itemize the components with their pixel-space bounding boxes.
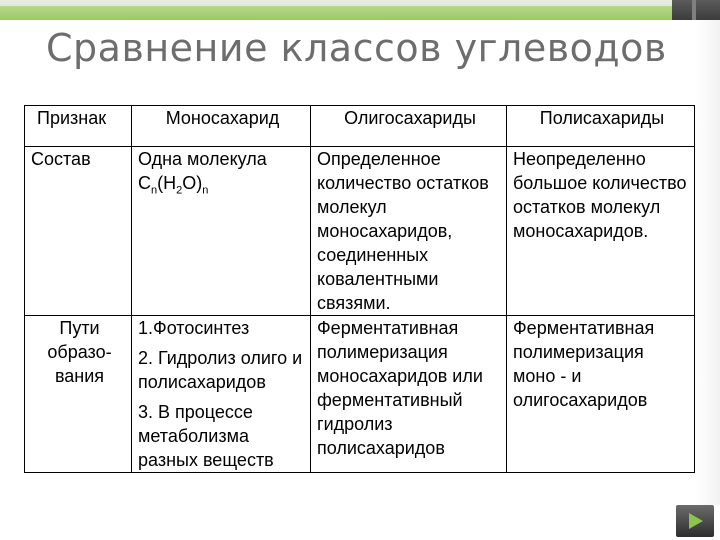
- cell-oligo: Определенное количество остатков молекул моносахаридов, соединенных ковалентными связями.: [311, 147, 507, 316]
- formula-sub-n: n: [151, 184, 158, 197]
- feature-line: вания: [54, 366, 105, 386]
- formula-h: (H: [157, 173, 177, 193]
- cell-feature: Состав: [25, 147, 132, 316]
- cell-oligo: Ферментативная полимеризация моносахаридов или ферментативный гидролиз полисахаридов: [311, 316, 507, 473]
- mono-composition-text: Одна молекула: [138, 149, 267, 169]
- header-polysaccharides: Полисахариды: [507, 106, 695, 147]
- mono-formula: [138, 171, 307, 195]
- feature-line: Пути: [59, 318, 100, 338]
- cell-feature: [25, 316, 132, 473]
- table-row-composition: [25, 147, 695, 316]
- top-green-stripe: [0, 6, 672, 20]
- cell-poly: Ферментативная полимеризация моно - и олигосахаридов: [507, 316, 695, 473]
- formula-sub-n2: n: [202, 184, 209, 197]
- header-oligosaccharides: Олигосахариды: [311, 106, 507, 147]
- cell-poly: Неопределенно большое количество остатков молекул моносахаридов.: [507, 147, 695, 316]
- comparison-table: [24, 105, 695, 473]
- top-dark-block: [672, 0, 720, 20]
- header-feature: Признак: [25, 106, 132, 147]
- formula-sub-2: 2: [176, 184, 183, 197]
- cell-mono: [132, 147, 311, 316]
- mono-item: 3. В процессе метаболизма разных веществ: [138, 402, 274, 470]
- cell-mono: [132, 316, 311, 473]
- formula-o: O): [182, 173, 203, 193]
- header-monosaccharide: Моносахарид: [132, 106, 311, 147]
- slide-title: Сравнение классов углеводов: [46, 26, 667, 70]
- mono-item: 1.Фотосинтез: [138, 318, 250, 338]
- mono-item: 2. Гидролиз олиго и полисахаридов: [138, 348, 303, 392]
- feature-line: образо-: [47, 342, 112, 362]
- next-slide-button[interactable]: [676, 505, 714, 537]
- table-row-formation: [25, 316, 695, 473]
- table-header-row: [25, 106, 695, 147]
- formula-c: C: [138, 173, 151, 193]
- right-edge-shade: [696, 20, 720, 505]
